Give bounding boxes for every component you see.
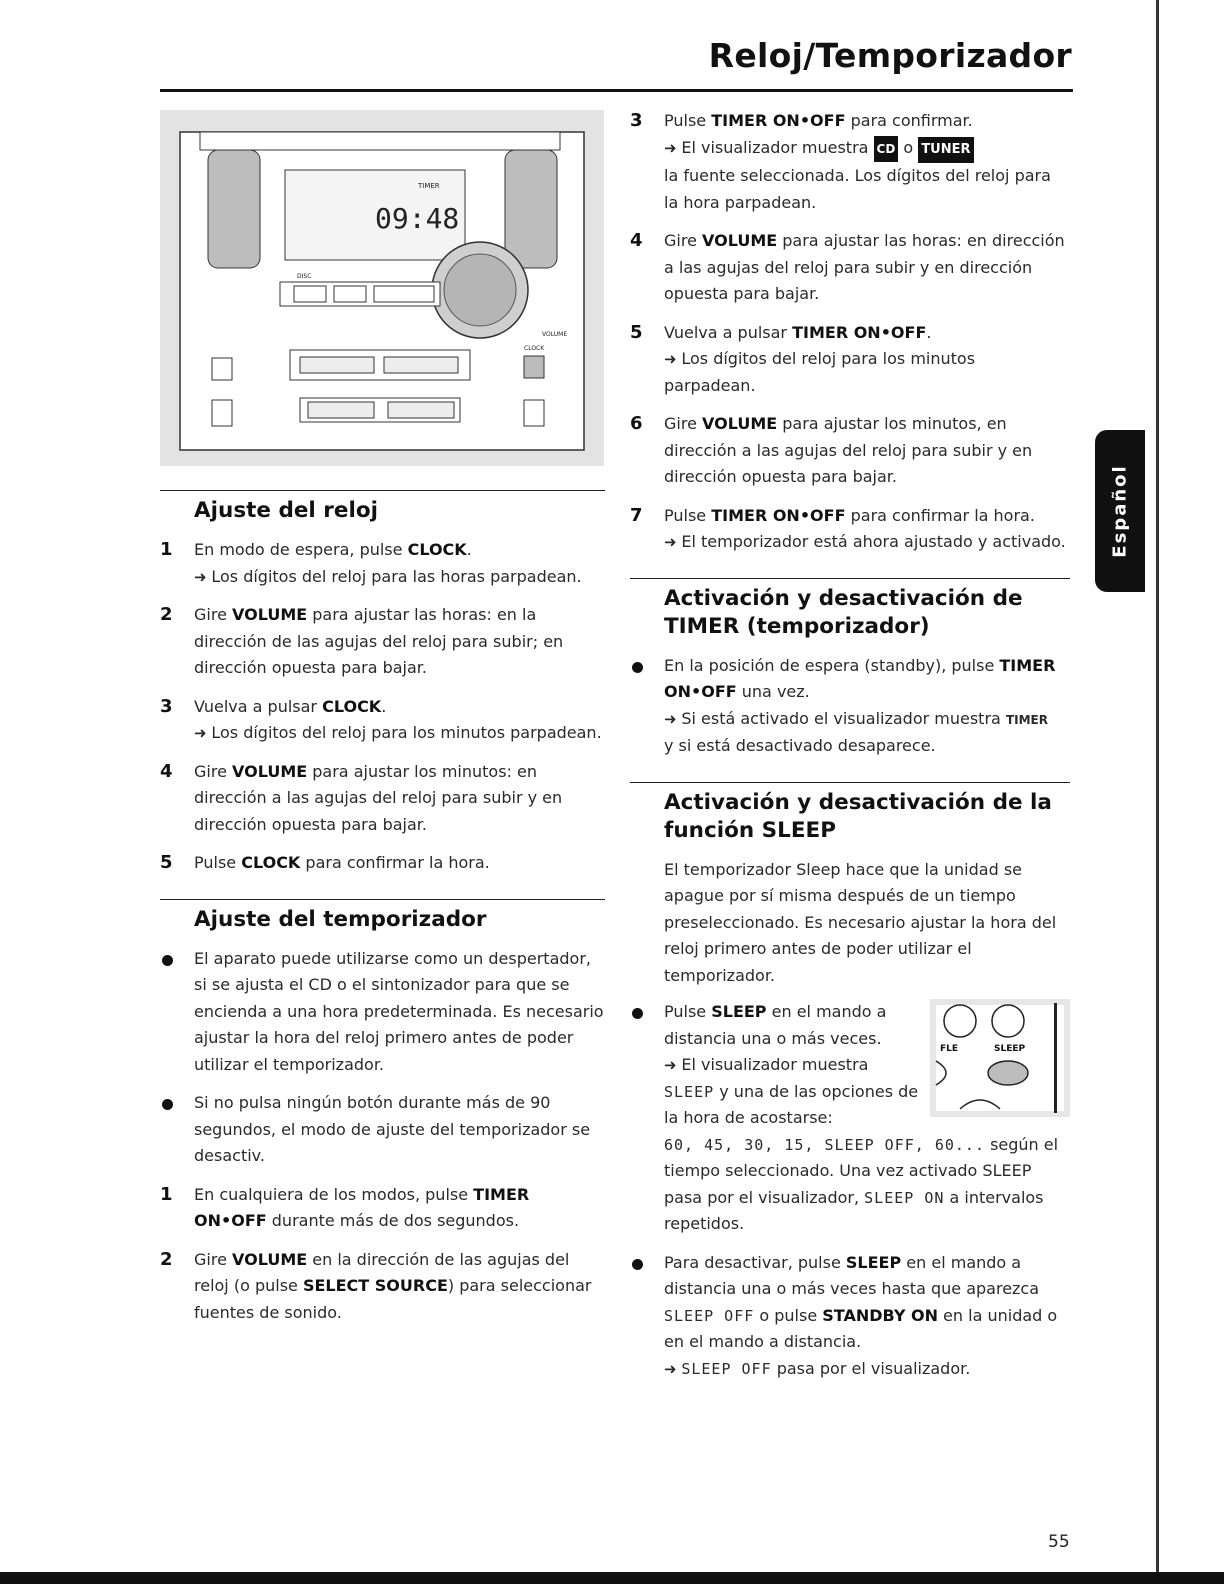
language-tab	[1095, 430, 1145, 592]
section-rule	[630, 578, 1070, 579]
lcd-sleep-off: SLEEP OFF	[664, 1306, 755, 1325]
section-rule	[630, 782, 1070, 783]
timer-indicator: TIMER	[1005, 712, 1048, 727]
bullet-icon	[162, 955, 173, 966]
bullet-icon	[632, 1259, 643, 1270]
lcd-sleep-on: SLEEP ON	[864, 1188, 945, 1207]
device-illustration	[160, 110, 604, 466]
sleep-bullet-2: Para desactivar, pulse SLEEP en el mando a distancia una o más veces hasta que aparezca SLEEP OFF o pulse STANDBY ON en la unidad o en el mando a distancia. ➜ SLEEP OFF pasa por el visualizador.	[630, 1250, 1070, 1383]
left-panel	[208, 150, 260, 268]
language-tab-label: Español	[1109, 464, 1131, 558]
timer-activation-bullet: En la posición de espera (standby), pulse TIMER ON•OFF una vez. ➜ Si está activado el visualizador muestra TIMER y si está desactivado desaparece.	[630, 653, 1070, 760]
timer-step-2: 2 Gire VOLUME en la dirección de las agujas del reloj (o pulse SELECT SOURCE) para seleccionar fuentes de sonido.	[160, 1248, 592, 1322]
arrow-icon: ➜	[664, 350, 682, 368]
title-rule	[160, 89, 1073, 92]
button-left-2	[212, 400, 232, 426]
page-title: Reloj/Temporizador	[708, 36, 1072, 75]
timer-step-5: 5 Vuelva a pulsar TIMER ON•OFF. ➜ Los dígitos del reloj para los minutos parpadean.	[630, 321, 976, 395]
timer-step-6: 6 Gire VOLUME para ajustar los minutos, en dirección a las agujas del reloj para subir y en dirección opuesta para bajar.	[630, 413, 1033, 486]
clock-step-1: 1 En modo de espera, pulse CLOCK. ➜ Los dígitos del reloj para las horas parpadean.	[160, 539, 582, 586]
sleep-button	[988, 1061, 1028, 1085]
arrow-icon: ➜	[664, 138, 682, 157]
svg-text:CLOCK: CLOCK	[524, 345, 545, 352]
section-rule	[160, 490, 605, 491]
clock-button	[524, 356, 544, 378]
button-right-2	[524, 400, 544, 426]
timer-step-1: 1 En cualquiera de los modos, pulse TIMER ON•OFF durante más de dos segundos.	[160, 1183, 530, 1230]
heading-ajuste-reloj: Ajuste del reloj	[194, 498, 378, 523]
heading-activacion-timer: Activación y desactivación de TIMER (temporizador)	[664, 585, 1023, 639]
lcd-options: 60, 45, 30, 15, SLEEP OFF, 60...	[664, 1135, 985, 1154]
sleep-bullet-1: FLE SLEEP Pulse SLEEP en el mando a distancia una o más veces. ➜ El visualizador muestra SLEEP y una de las opciones de la hora de acostarse: 60, 45, 30, 15, SLEEP OFF, 60... según el tiempo seleccionado. Una vez activado SLEEP pasa por el visualizador, SLEEP ON a intervalos repetidos.	[630, 999, 1070, 1238]
clock-step-5: 5 Pulse CLOCK para confirmar la hora.	[160, 852, 490, 873]
right-column	[630, 108, 1070, 1394]
arrow-icon: ➜	[664, 1359, 682, 1378]
bullet-icon	[632, 662, 643, 673]
lcd-sleep: SLEEP	[664, 1082, 715, 1101]
left-column	[160, 490, 605, 1338]
tuner-icon: TUNER	[918, 137, 973, 164]
timer-step-7: 7 Pulse TIMER ON•OFF para confirmar la hora. ➜ El temporizador está ahora ajustado y activado.	[630, 504, 1066, 551]
timer-bullet-1: El aparato puede utilizarse como un despertador, si se ajusta el CD o el sintonizador para que se encienda a una hora predeterminada. Es necesario ajustar la hora del reloj primero antes de poder utilizar el temporizador.	[160, 946, 605, 1079]
sleep-intro: El temporizador Sleep hace que la unidad se apague por sí misma después de un tiempo preseleccionado. Es necesario ajustar la hora del reloj primero antes de poder utilizar el temporizador.	[664, 859, 1057, 985]
timer-step-4: 4 Gire VOLUME para ajustar las horas: en dirección a las agujas del reloj para subir y en dirección opuesta para bajar.	[630, 230, 1065, 303]
lcd-clock: 09:48	[375, 202, 460, 235]
clock-step-3: 3 Vuelva a pulsar CLOCK. ➜ Los dígitos del reloj para los minutos parpadean.	[160, 695, 602, 742]
lcd-sleep-off-2: SLEEP OFF	[681, 1359, 772, 1378]
arrow-icon: ➜	[194, 567, 212, 586]
svg-text:SLEEP: SLEEP	[994, 1044, 1026, 1054]
svg-text:FLE: FLE	[940, 1044, 959, 1054]
clock-step-2: 2 Gire VOLUME para ajustar las horas: en la dirección de las agujas del reloj para subir; en dirección opuesta para bajar.	[160, 604, 564, 677]
remote-illustration	[930, 999, 1070, 1117]
timer-step-3: 3 Pulse TIMER ON•OFF para confirmar. ➜ El visualizador muestra CD o TUNER la fuente seleccionada. Los dígitos del reloj para la hora parpadean.	[630, 110, 1051, 212]
bottom-bar	[0, 1572, 1224, 1584]
arrow-icon: ➜	[664, 533, 682, 551]
bullet-icon	[162, 1099, 173, 1110]
right-panel	[505, 150, 557, 268]
svg-text:VOLUME: VOLUME	[542, 331, 568, 338]
bullet-icon	[632, 1008, 643, 1019]
cd-icon: CD	[874, 136, 899, 163]
svg-text:DISC: DISC	[297, 273, 312, 280]
arrow-icon: ➜	[664, 1056, 682, 1074]
page-edge	[1156, 0, 1159, 1584]
lcd-timer: TIMER	[418, 182, 440, 190]
arrow-icon: ➜	[194, 724, 212, 742]
heading-activacion-sleep: Activación y desactivación de la función SLEEP	[664, 789, 1052, 843]
button-left-1	[212, 358, 232, 380]
page-number: 55	[1048, 1532, 1070, 1552]
arrow-icon: ➜	[664, 709, 682, 728]
timer-bullet-2: Si no pulsa ningún botón durante más de 90 segundos, el modo de ajuste del temporizador se desactiv.	[160, 1090, 605, 1170]
section-rule	[160, 899, 605, 900]
heading-ajuste-temporizador: Ajuste del temporizador	[194, 906, 487, 932]
clock-step-4: 4 Gire VOLUME para ajustar los minutos: en dirección a las agujas del reloj para subir y en dirección opuesta para bajar.	[160, 760, 563, 834]
